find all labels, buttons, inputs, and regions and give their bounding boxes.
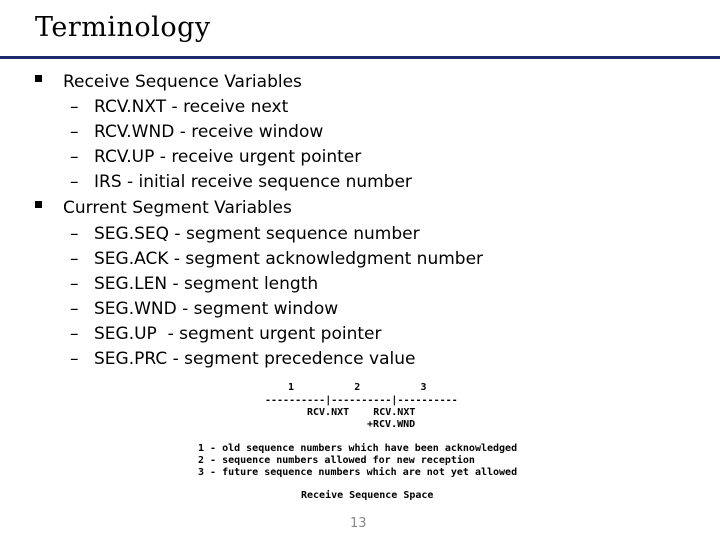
diagram-legend-2: 2 - sequence numbers allowed for new reception — [198, 455, 475, 466]
diagram-segment-numbers: 1 2 3 — [288, 382, 427, 393]
dash-icon: – — [70, 324, 79, 344]
slide-title: Terminology — [35, 12, 211, 43]
dash-icon: – — [70, 349, 79, 369]
diagram-pointer-labels-2: +RCV.WND — [367, 419, 416, 430]
dash-icon: – — [70, 147, 79, 167]
dash-icon: – — [70, 274, 79, 294]
page-number: 13 — [350, 516, 367, 531]
diagram-caption: Receive Sequence Space — [301, 490, 434, 501]
square-bullet-icon — [35, 75, 42, 82]
sub-bullet-seg-up: – SEG.UP - segment urgent pointer — [70, 324, 382, 344]
dash-icon: – — [70, 224, 79, 244]
dash-icon: – — [70, 97, 79, 117]
dash-icon: – — [70, 122, 79, 142]
diagram-sequence-rule: ----------|----------|---------- — [265, 395, 458, 406]
diagram-legend-3: 3 - future sequence numbers which are not yet allowed — [198, 467, 518, 478]
diagram-pointer-labels: RCV.NXT RCV.NXT — [307, 407, 416, 418]
dash-icon: – — [70, 299, 79, 319]
dash-icon: – — [70, 249, 79, 269]
diagram-legend-1: 1 - old sequence numbers which have been acknowledged — [198, 443, 518, 454]
square-bullet-icon — [35, 201, 42, 208]
dash-icon: – — [70, 172, 79, 192]
receive-sequence-space-diagram — [190, 378, 530, 508]
title-underline — [0, 56, 720, 59]
